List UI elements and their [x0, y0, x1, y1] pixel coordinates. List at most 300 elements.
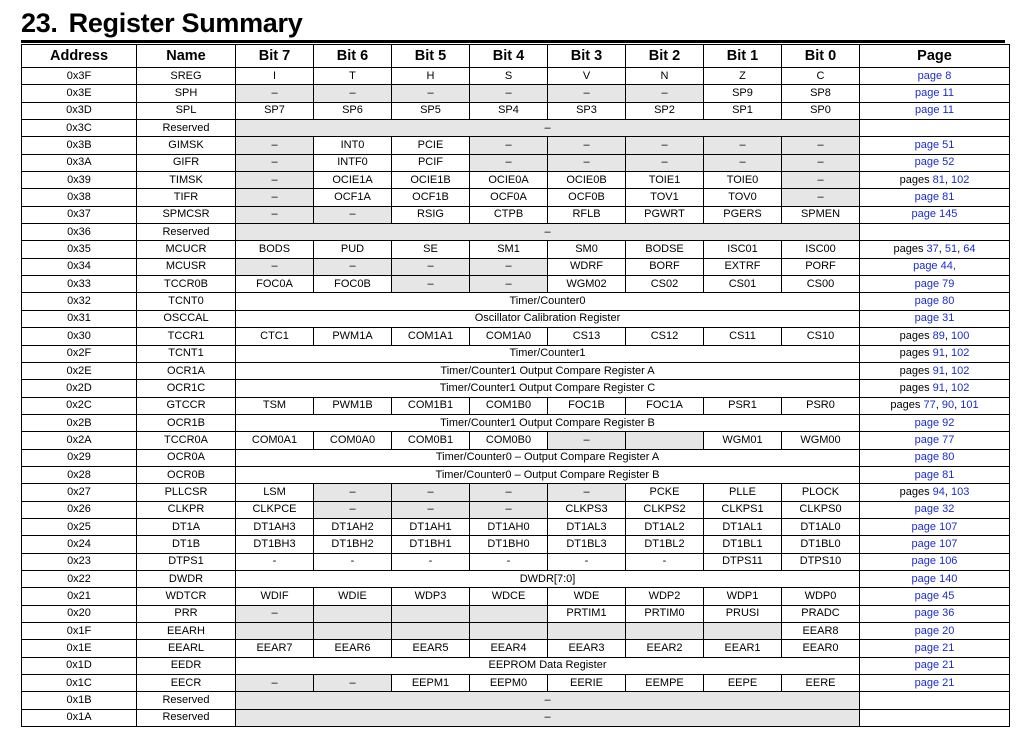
page-reference — [860, 484, 1010, 501]
page-link[interactable]: 81 — [932, 173, 945, 186]
register-bit-2: BODSE — [626, 241, 704, 258]
page-label-text: pages — [899, 347, 933, 360]
register-name: SPH — [137, 85, 236, 102]
register-bit-4: – — [470, 258, 548, 275]
register-bit-0: PLOCK — [782, 484, 860, 501]
register-bit-4: CTPB — [470, 206, 548, 223]
page-reference — [860, 536, 1010, 553]
register-address: 0x28 — [22, 466, 137, 483]
page-link[interactable]: page 21 — [914, 642, 955, 655]
register-bit-5: SP5 — [392, 102, 470, 119]
register-bit-7: CLKPCE — [236, 501, 314, 518]
register-bit-1: TOV0 — [704, 189, 782, 206]
page-label-text: , — [944, 381, 952, 394]
page-link[interactable]: page 81 — [914, 468, 955, 481]
register-name: GTCCR — [137, 397, 236, 414]
register-address: 0x1B — [22, 692, 137, 709]
register-bit-6: FOC0B — [314, 276, 392, 293]
page-reference — [860, 605, 1010, 622]
register-bit-5 — [392, 623, 470, 640]
register-bit-1: DTPS11 — [704, 553, 782, 570]
table-row — [22, 414, 1010, 431]
header-bit6: Bit 6 — [314, 45, 392, 68]
register-name: TIMSK — [137, 172, 236, 189]
page-link[interactable]: 102 — [951, 381, 970, 394]
register-bit-5: DT1AH1 — [392, 518, 470, 535]
page-link[interactable]: page 31 — [914, 312, 955, 325]
page-link[interactable]: 51 — [944, 243, 958, 256]
page-link[interactable]: page 107 — [911, 537, 958, 550]
table-row — [22, 709, 1010, 726]
register-bit-5: RSIG — [392, 206, 470, 223]
register-name: OCR1C — [137, 380, 236, 397]
register-bit-7: LSM — [236, 484, 314, 501]
page-link[interactable]: page 140 — [911, 572, 958, 585]
register-bit-0: WDP0 — [782, 588, 860, 605]
page-label-text: , — [944, 364, 952, 377]
register-span-cell: Timer/Counter0 — [236, 293, 860, 310]
register-bit-2: BORF — [626, 258, 704, 275]
register-bit-0: – — [782, 154, 860, 171]
register-bit-6: OCF1A — [314, 189, 392, 206]
table-row — [22, 102, 1010, 119]
register-bit-2: – — [626, 154, 704, 171]
register-span-cell: – — [236, 692, 860, 709]
register-span-cell: – — [236, 709, 860, 726]
register-bit-6: DT1AH2 — [314, 518, 392, 535]
page-link[interactable]: 102 — [951, 173, 970, 186]
page-link[interactable]: 101 — [960, 399, 979, 412]
register-bit-1: EEAR1 — [704, 640, 782, 657]
register-bit-1: CLKPS1 — [704, 501, 782, 518]
register-address: 0x32 — [22, 293, 137, 310]
register-bit-0: PSR0 — [782, 397, 860, 414]
register-address: 0x26 — [22, 501, 137, 518]
page-link[interactable]: 90 — [941, 399, 955, 412]
register-address: 0x22 — [22, 570, 137, 587]
page-reference — [860, 414, 1010, 431]
register-bit-1: CS11 — [704, 328, 782, 345]
page-reference — [860, 137, 1010, 154]
page-link[interactable]: 89 — [932, 329, 945, 342]
page-link[interactable]: 100 — [951, 329, 970, 342]
register-bit-4: DT1BH0 — [470, 536, 548, 553]
register-address: 0x2B — [22, 414, 137, 431]
register-span-cell: Timer/Counter1 Output Compare Register B — [236, 414, 860, 431]
table-row — [22, 68, 1010, 85]
page-link[interactable]: 91 — [932, 364, 945, 377]
register-bit-1: SP1 — [704, 102, 782, 119]
table-row — [22, 189, 1010, 206]
register-bit-3: PRTIM1 — [548, 605, 626, 622]
page-link[interactable]: 64 — [963, 243, 976, 256]
register-address: 0x3F — [22, 68, 137, 85]
register-bit-2: TOIE1 — [626, 172, 704, 189]
register-name: DTPS1 — [137, 553, 236, 570]
page-link[interactable]: page 80 — [914, 295, 955, 308]
register-name: OCR0A — [137, 449, 236, 466]
register-name: Reserved — [137, 120, 236, 137]
register-bit-7: BODS — [236, 241, 314, 258]
register-bit-3: DT1AL3 — [548, 518, 626, 535]
register-bit-1: WDP1 — [704, 588, 782, 605]
header-bit4: Bit 4 — [470, 45, 548, 68]
page-link[interactable]: page 45 — [914, 589, 955, 602]
page-link[interactable]: page 106 — [911, 555, 958, 568]
page-reference — [860, 172, 1010, 189]
page-reference — [860, 189, 1010, 206]
register-bit-0: DT1BL0 — [782, 536, 860, 553]
register-bit-2: PRTIM0 — [626, 605, 704, 622]
page-link[interactable]: page 36 — [914, 607, 955, 620]
page-link[interactable]: 91 — [932, 347, 945, 360]
register-address: 0x31 — [22, 310, 137, 327]
register-bit-6: – — [314, 206, 392, 223]
register-bit-1: – — [704, 137, 782, 154]
page-reference — [860, 380, 1010, 397]
page-label-text: pages — [899, 329, 933, 342]
register-bit-6: - — [314, 553, 392, 570]
register-bit-1: EEPE — [704, 675, 782, 692]
register-bit-3: OCF0B — [548, 189, 626, 206]
register-bit-2: SP2 — [626, 102, 704, 119]
table-row — [22, 692, 1010, 709]
table-row — [22, 241, 1010, 258]
page-link[interactable]: page 11 — [915, 104, 954, 117]
table-row — [22, 623, 1010, 640]
page-reference — [860, 241, 1010, 258]
register-bit-4 — [470, 623, 548, 640]
register-bit-1: EXTRF — [704, 258, 782, 275]
register-bit-4: – — [470, 484, 548, 501]
page-reference — [860, 258, 1010, 275]
register-bit-7: DT1BH3 — [236, 536, 314, 553]
page-link[interactable]: page 21 — [914, 676, 955, 689]
table-row — [22, 172, 1010, 189]
register-bit-1: Z — [704, 68, 782, 85]
register-bit-3: RFLB — [548, 206, 626, 223]
register-bit-5: - — [392, 553, 470, 570]
register-bit-6: INTF0 — [314, 154, 392, 171]
page-link[interactable]: page 11 — [915, 87, 954, 100]
register-bit-2: – — [626, 85, 704, 102]
register-bit-6: SP6 — [314, 102, 392, 119]
page-link[interactable]: 77 — [923, 399, 936, 412]
register-bit-5: WDP3 — [392, 588, 470, 605]
register-name: Reserved — [137, 692, 236, 709]
page-reference — [860, 432, 1010, 449]
register-bit-3: V — [548, 68, 626, 85]
register-name: PRR — [137, 605, 236, 622]
register-bit-1: TOIE0 — [704, 172, 782, 189]
register-name: GIFR — [137, 154, 236, 171]
register-span-cell: DWDR[7:0] — [236, 570, 860, 587]
register-bit-2: CLKPS2 — [626, 501, 704, 518]
page-link[interactable]: page 21 — [914, 659, 955, 672]
register-bit-3: - — [548, 553, 626, 570]
register-name: WDTCR — [137, 588, 236, 605]
header-bit2: Bit 2 — [626, 45, 704, 68]
register-name: TCCR0A — [137, 432, 236, 449]
register-span-cell: – — [236, 224, 860, 241]
page-label-text: , — [944, 347, 952, 360]
register-bit-1: SP9 — [704, 85, 782, 102]
register-name: PLLCSR — [137, 484, 236, 501]
register-bit-7: TSM — [236, 397, 314, 414]
page-reference — [860, 397, 1010, 414]
register-address: 0x1E — [22, 640, 137, 657]
register-bit-7: – — [236, 172, 314, 189]
register-bit-2: N — [626, 68, 704, 85]
register-bit-0: SPMEN — [782, 206, 860, 223]
register-address: 0x33 — [22, 276, 137, 293]
page-label-text: pages — [890, 399, 924, 412]
register-bit-0: ISC00 — [782, 241, 860, 258]
header-bit0: Bit 0 — [782, 45, 860, 68]
register-name: Reserved — [137, 709, 236, 726]
register-address: 0x3C — [22, 120, 137, 137]
table-row — [22, 276, 1010, 293]
register-name: SREG — [137, 68, 236, 85]
table-row — [22, 466, 1010, 483]
register-bit-7: COM0A1 — [236, 432, 314, 449]
table-row — [22, 258, 1010, 275]
register-address: 0x1A — [22, 709, 137, 726]
register-name: EECR — [137, 675, 236, 692]
register-bit-4: SP4 — [470, 102, 548, 119]
page-link[interactable]: 103 — [951, 485, 970, 498]
table-header-row — [22, 45, 1010, 68]
page-link[interactable]: page 8 — [917, 69, 952, 82]
page-label-text: , — [938, 243, 945, 256]
register-bit-6: – — [314, 675, 392, 692]
register-bit-5: PCIE — [392, 137, 470, 154]
register-bit-3 — [548, 623, 626, 640]
page-link[interactable]: 37 — [926, 243, 939, 256]
register-bit-2: DT1BL2 — [626, 536, 704, 553]
register-bit-3: OCIE0B — [548, 172, 626, 189]
register-bit-7: – — [236, 137, 314, 154]
page-reference — [860, 328, 1010, 345]
register-bit-6: COM0A0 — [314, 432, 392, 449]
register-name: MCUSR — [137, 258, 236, 275]
register-bit-7: CTC1 — [236, 328, 314, 345]
register-address: 0x2E — [22, 362, 137, 379]
register-address: 0x24 — [22, 536, 137, 553]
heading-rule — [21, 40, 1005, 43]
register-bit-3: – — [548, 484, 626, 501]
page-label-text: pages — [899, 173, 933, 186]
page-label-text: , — [944, 485, 952, 498]
page-label-text: , — [935, 399, 942, 412]
register-bit-4 — [470, 605, 548, 622]
register-bit-4: DT1AH0 — [470, 518, 548, 535]
register-bit-0: EERE — [782, 675, 860, 692]
page-link[interactable]: page 145 — [911, 208, 958, 221]
register-bit-3: – — [548, 137, 626, 154]
register-summary-table — [21, 44, 1010, 727]
table-row — [22, 380, 1010, 397]
register-bit-6: WDIE — [314, 588, 392, 605]
page-reference — [860, 640, 1010, 657]
register-bit-5: DT1BH1 — [392, 536, 470, 553]
register-bit-3: WGM02 — [548, 276, 626, 293]
register-address: 0x35 — [22, 241, 137, 258]
page-link[interactable]: page 92 — [914, 416, 955, 429]
register-span-cell: Timer/Counter1 Output Compare Register A — [236, 362, 860, 379]
table-row — [22, 605, 1010, 622]
register-bit-1: PGERS — [704, 206, 782, 223]
register-name: TCNT1 — [137, 345, 236, 362]
register-bit-7: – — [236, 258, 314, 275]
header-bit1: Bit 1 — [704, 45, 782, 68]
register-bit-0: DTPS10 — [782, 553, 860, 570]
register-bit-5: PCIF — [392, 154, 470, 171]
page-link[interactable]: page 81 — [914, 191, 955, 204]
register-bit-6: – — [314, 85, 392, 102]
register-span-cell: Oscillator Calibration Register — [236, 310, 860, 327]
page-reference — [860, 224, 1010, 241]
page-label-text: pages — [899, 485, 933, 498]
register-bit-1: – — [704, 154, 782, 171]
register-bit-4: - — [470, 553, 548, 570]
register-bit-2: EEAR2 — [626, 640, 704, 657]
register-address: 0x3B — [22, 137, 137, 154]
register-bit-4: OCIE0A — [470, 172, 548, 189]
page-label-text: , — [957, 243, 964, 256]
register-address: 0x3D — [22, 102, 137, 119]
register-bit-3: WDRF — [548, 258, 626, 275]
register-bit-4: – — [470, 276, 548, 293]
register-bit-5: OCF1B — [392, 189, 470, 206]
page-reference — [860, 154, 1010, 171]
page-reference — [860, 466, 1010, 483]
register-bit-6: INT0 — [314, 137, 392, 154]
page-link[interactable]: 91 — [932, 381, 945, 394]
register-name: EEARH — [137, 623, 236, 640]
register-name: DWDR — [137, 570, 236, 587]
register-bit-0: – — [782, 172, 860, 189]
header-bit3: Bit 3 — [548, 45, 626, 68]
page-reference — [860, 588, 1010, 605]
register-span-cell: – — [236, 120, 860, 137]
register-span-cell: Timer/Counter1 — [236, 345, 860, 362]
page-label-text: pages — [899, 364, 933, 377]
register-name: DT1A — [137, 518, 236, 535]
page-link[interactable]: page 44, — [913, 260, 956, 273]
table-row — [22, 553, 1010, 570]
register-bit-0: CS00 — [782, 276, 860, 293]
register-bit-3: SP3 — [548, 102, 626, 119]
page-link[interactable]: page 52 — [914, 156, 955, 169]
page-label-text: pages — [899, 381, 933, 394]
page-link[interactable]: page 107 — [911, 520, 958, 533]
register-bit-2: FOC1A — [626, 397, 704, 414]
register-address: 0x27 — [22, 484, 137, 501]
register-bit-2 — [626, 432, 704, 449]
register-bit-4: COM1B0 — [470, 397, 548, 414]
register-address: 0x39 — [22, 172, 137, 189]
register-bit-7: – — [236, 154, 314, 171]
register-bit-2: PCKE — [626, 484, 704, 501]
register-address: 0x2A — [22, 432, 137, 449]
page-link[interactable]: page 51 — [914, 139, 955, 152]
table-row — [22, 449, 1010, 466]
register-name: OCR1B — [137, 414, 236, 431]
table-row — [22, 293, 1010, 310]
register-name: OCR0B — [137, 466, 236, 483]
register-bit-0: WGM00 — [782, 432, 860, 449]
register-bit-4: COM1A0 — [470, 328, 548, 345]
register-bit-7: DT1AH3 — [236, 518, 314, 535]
register-name: GIMSK — [137, 137, 236, 154]
register-bit-3: CLKPS3 — [548, 501, 626, 518]
section-heading — [21, 8, 302, 39]
page-link[interactable]: 102 — [951, 347, 970, 360]
register-bit-4: S — [470, 68, 548, 85]
register-bit-5: – — [392, 258, 470, 275]
register-bit-7: – — [236, 605, 314, 622]
page-link[interactable]: page 77 — [914, 433, 955, 446]
register-bit-7: – — [236, 189, 314, 206]
register-bit-6: OCIE1A — [314, 172, 392, 189]
register-bit-4: WDCE — [470, 588, 548, 605]
table-row — [22, 328, 1010, 345]
table-row — [22, 85, 1010, 102]
page-label-text: , — [954, 399, 961, 412]
register-name: OCR1A — [137, 362, 236, 379]
register-name: TCNT0 — [137, 293, 236, 310]
register-bit-3: EERIE — [548, 675, 626, 692]
page-reference — [860, 276, 1010, 293]
table-row — [22, 657, 1010, 674]
register-address: 0x34 — [22, 258, 137, 275]
register-bit-0: DT1AL0 — [782, 518, 860, 535]
register-address: 0x1F — [22, 623, 137, 640]
register-address: 0x20 — [22, 605, 137, 622]
page-link[interactable]: 94 — [932, 485, 945, 498]
page-link[interactable]: 102 — [951, 364, 970, 377]
page-reference — [860, 692, 1010, 709]
register-address: 0x37 — [22, 206, 137, 223]
register-bit-7: SP7 — [236, 102, 314, 119]
page-link[interactable]: page 79 — [914, 277, 955, 290]
register-bit-5: SE — [392, 241, 470, 258]
table-row — [22, 484, 1010, 501]
page-reference — [860, 206, 1010, 223]
register-bit-7: – — [236, 675, 314, 692]
register-bit-2: DT1AL2 — [626, 518, 704, 535]
register-address: 0x1C — [22, 675, 137, 692]
register-name: EEARL — [137, 640, 236, 657]
register-bit-1: DT1BL1 — [704, 536, 782, 553]
register-bit-4: OCF0A — [470, 189, 548, 206]
register-bit-0: CLKPS0 — [782, 501, 860, 518]
register-name: TIFR — [137, 189, 236, 206]
register-bit-5: – — [392, 484, 470, 501]
register-address: 0x38 — [22, 189, 137, 206]
register-name: TCCR0B — [137, 276, 236, 293]
register-address: 0x21 — [22, 588, 137, 605]
register-bit-0: SP8 — [782, 85, 860, 102]
page-label-text: pages — [893, 243, 927, 256]
register-address: 0x29 — [22, 449, 137, 466]
page-link[interactable]: page 32 — [914, 503, 955, 516]
page-link[interactable]: page 80 — [914, 451, 955, 464]
page-link[interactable]: page 20 — [914, 624, 955, 637]
table-row — [22, 137, 1010, 154]
register-name: SPMCSR — [137, 206, 236, 223]
